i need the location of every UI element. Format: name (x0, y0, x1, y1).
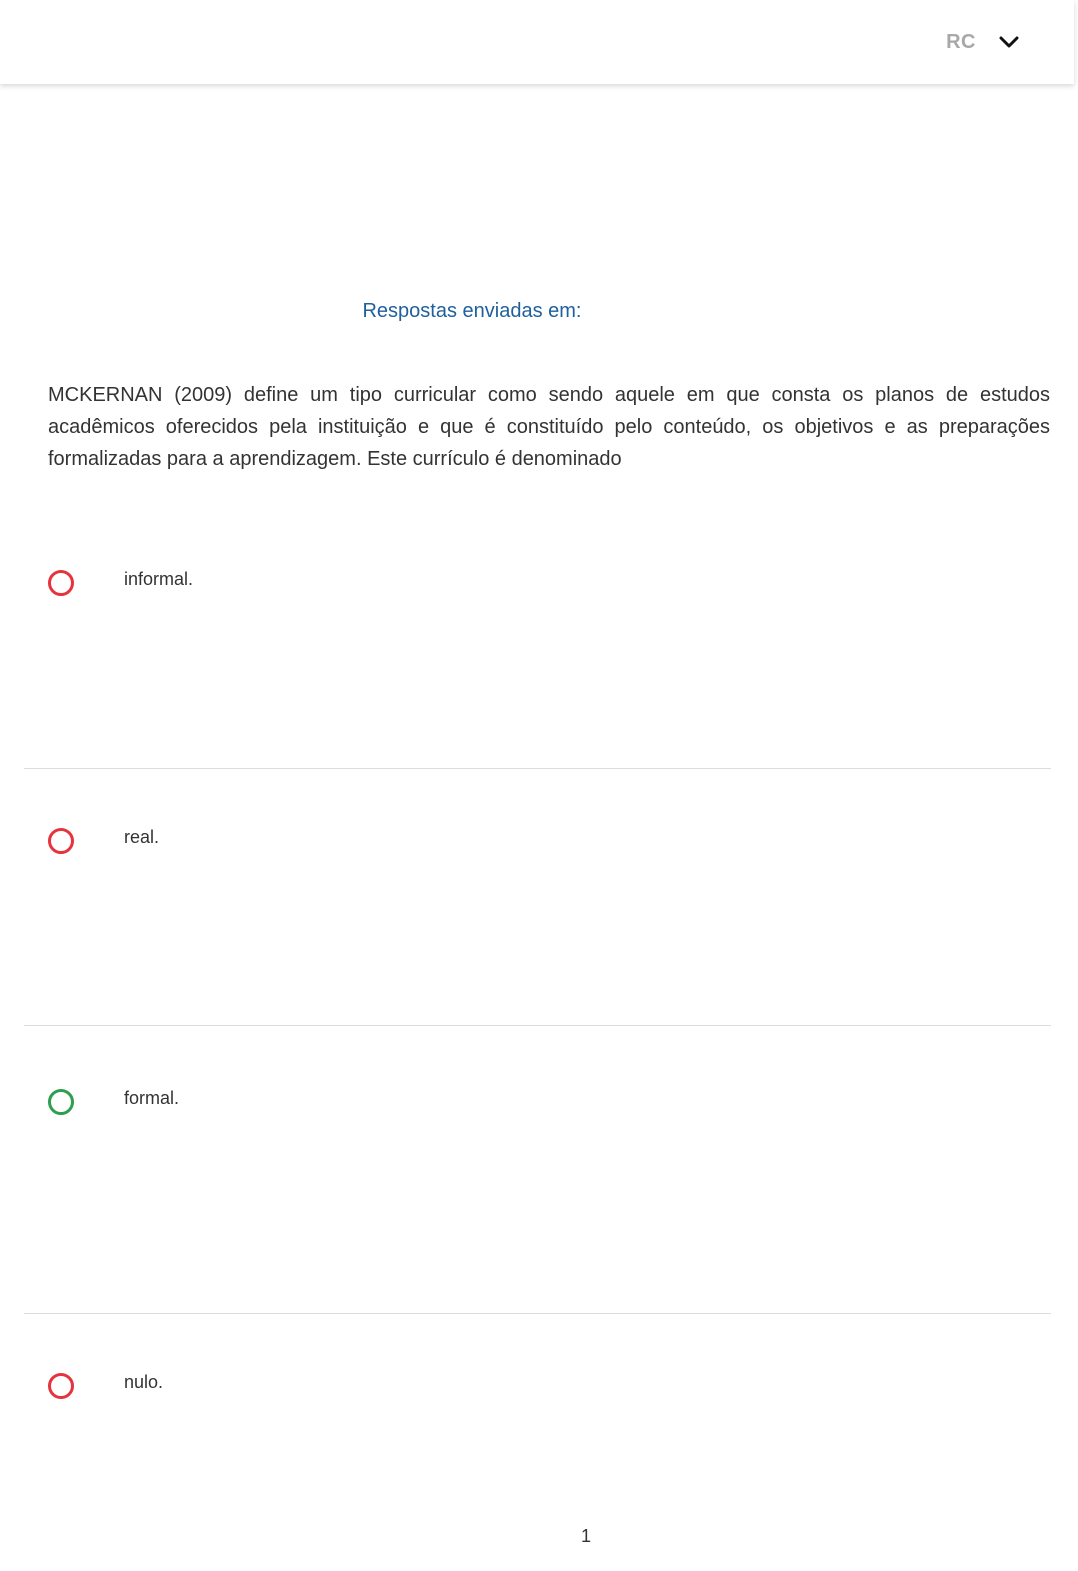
divider (24, 1313, 1051, 1314)
top-bar (0, 0, 1074, 84)
radio-incorrect-icon[interactable] (48, 828, 74, 854)
option-nulo[interactable] (48, 1370, 1050, 1406)
option-informal[interactable] (48, 567, 1050, 603)
option-formal[interactable] (48, 1086, 1050, 1122)
user-menu[interactable] (946, 26, 1020, 58)
chevron-down-icon[interactable] (998, 31, 1020, 53)
radio-correct-icon[interactable] (48, 1089, 74, 1115)
divider (24, 1025, 1051, 1026)
radio-incorrect-icon[interactable] (48, 1373, 74, 1399)
option-label: formal. (124, 1088, 180, 1108)
option-real[interactable] (48, 825, 1050, 861)
submission-label: Respostas enviadas em: (362, 300, 582, 322)
option-label: nulo. (124, 1372, 164, 1392)
question-text: MCKERNAN (2009) define um tipo curricular como sendo aquele em que consta os planos de estudos acadêmicos oferecidos pela instituição e que é constituído pelo conteúdo, os objetivos e as preparações formalizadas para a aprendizagem. Este currículo é denominado (48, 384, 1050, 470)
divider (24, 768, 1051, 769)
user-initials[interactable]: RC (946, 30, 976, 53)
option-label: informal. (124, 569, 194, 589)
radio-incorrect-icon[interactable] (48, 570, 74, 596)
option-label: real. (124, 827, 160, 847)
page-number: 1 (580, 1526, 591, 1546)
